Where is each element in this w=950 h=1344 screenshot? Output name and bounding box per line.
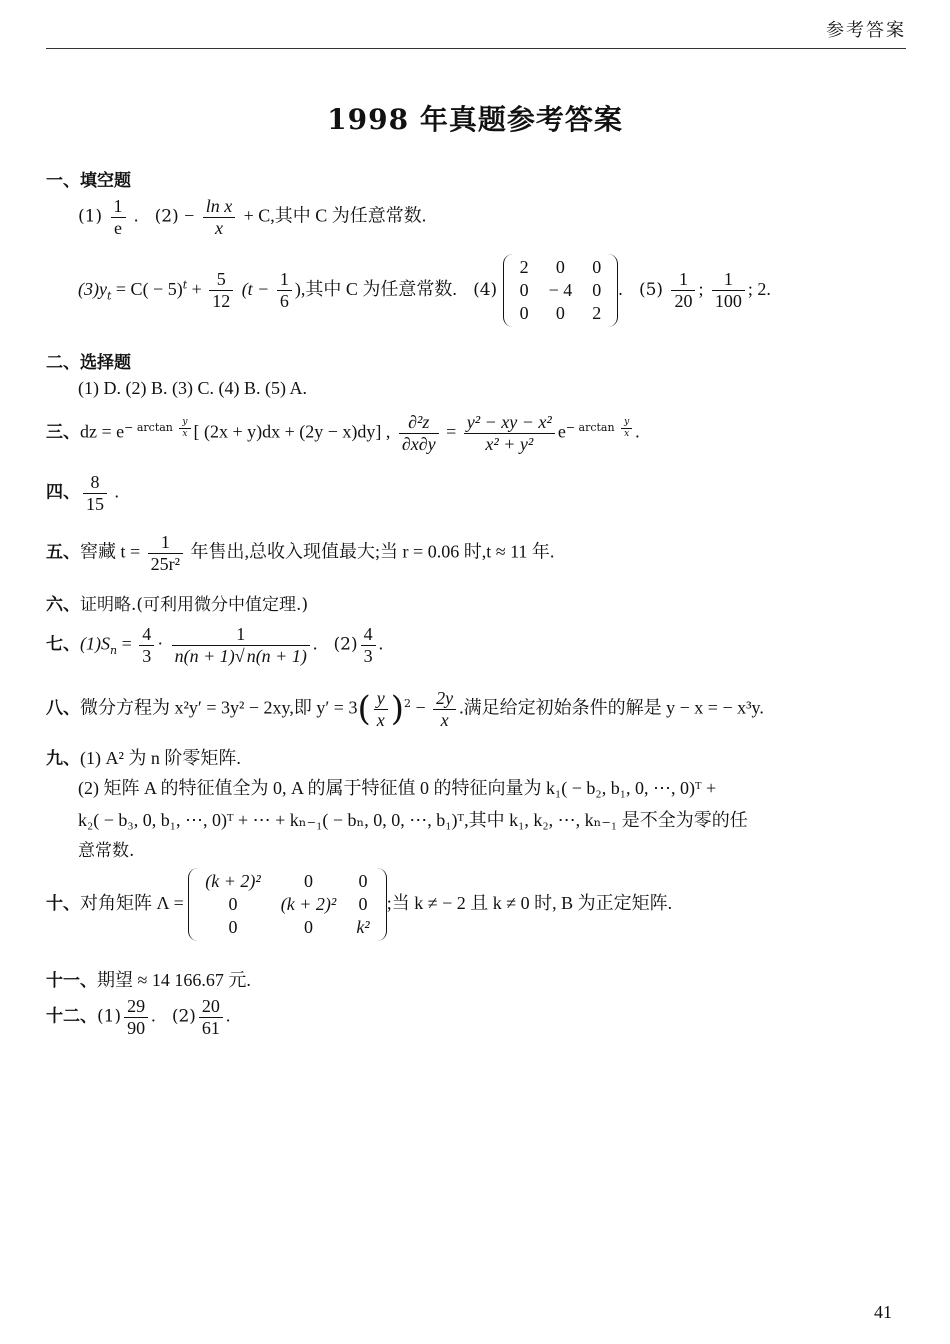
s7-line: 七、$(1)S_n$ = $\frac{4}{3}$ · $\frac{1}{n(n + 1)√ n(n + 1)}$ . (2) $\frac{4}{3}$ . [46, 624, 384, 666]
fraction-lnx-x: $\frac{\text{ln x}}{x}$ [203, 196, 236, 238]
s2-answers: (1) D. (2) B. (3) C. (4) B. (5) A. [78, 378, 307, 398]
fraction-1-100: $\frac{1}{100}$ [712, 269, 745, 311]
s4-line: 四、 $\frac{8}{15}$ . [46, 472, 119, 514]
s11-line: 十一、期望 ≈ 14 166.67 元. [46, 970, 251, 991]
s8-line: 八、微分方程为 x²y′ = 3y² − 2xy,即 y′ = 3( $\frac{y}{x}$ )$^2$ − $\frac{2y}{x}$ .满足给定初始条件的解是 y − x = − x³y. [46, 688, 764, 730]
matrix-diag-2-neg4-2: 2 0 0 0 − 4 0 0 0 2 [503, 254, 619, 327]
s1-line1: (1) $\frac{1}{e}$ . (2) − $\frac{\text{ln x}}{x}$ + C,其中 C 为任意常数. [78, 196, 427, 238]
header-rule [46, 48, 906, 49]
page-number: 41 [874, 1302, 892, 1322]
s12-line: 十二、(1) $\frac{29}{90}$ . (2) $\frac{20}{61}$ . [46, 996, 231, 1038]
s9-line1: 九、(1) A² 为 n 阶零矩阵. [46, 748, 241, 769]
s6-line: 六、证明略.(可利用微分中值定理.) [46, 595, 309, 615]
partial-fraction: $\frac{\text{∂²z}}{\partial x\partial y}$ [399, 412, 439, 454]
fraction-1-e: $\frac{1}{e}$ [111, 196, 126, 238]
fraction-1-20: $\frac{1}{20}$ [671, 269, 695, 311]
fraction-1-6: $\frac{1}{6}$ [277, 269, 292, 311]
section-2-heading: 二、选择题 [46, 353, 131, 373]
matrix-lambda: (k + 2)² 0 0 0 (k + 2)² 0 0 0 k² [188, 868, 386, 941]
fraction-1-25r2: $\frac{1}{\text{25r²}}$ [148, 532, 183, 574]
page-title: 1998 年真题参考答案 [327, 103, 623, 136]
s9-line4: 意常数. [78, 841, 135, 861]
s5-line: 五、窖藏 t = $\frac{1}{\text{25r²}}$ 年售出,总收入现值最大;当 r = 0.06 时,t ≈ 11 年. [46, 532, 555, 574]
section-1-heading: 一、填空题 [46, 171, 131, 191]
fraction-8-15: $\frac{8}{15}$ [83, 472, 107, 514]
s7-fraction: $\frac{1}{n(n + 1)√ n(n + 1)}$ [172, 624, 310, 666]
s1-line2: $(3)y_t = C( - 5)^t$ + $\frac{5}{12}$ (t − $\frac{1}{6}$ ),其中 C 为任意常数. (4) 2 0 0 0 − 4 0 0 0 2 . (5) $\frac{1}{20}$ ; $\frac{1}{100}$ ; 2. [78, 254, 771, 327]
s10-line: 十、对角矩阵 Λ = (k + 2)² 0 0 0 (k + 2)² 0 0 0 k² ;当 k ≠ − 2 且 k ≠ 0 时, B 为正定矩阵. [46, 868, 672, 941]
fraction-5-12: $\frac{5}{12}$ [209, 269, 233, 311]
s3-line: 三、dz = $e^{- arctan \frac{y}{x}}$ [ (2x + y)dx + (2y − x)dy] , $\frac{\text{∂²z}}{\partial x\partial y}$ = $\frac{\text{y² − xy − x²}}{\text{x² + y²}}$ $e^{- arctan \frac{y}{x}}$ . [46, 412, 640, 454]
s1-item2-label: (2) [154, 206, 179, 227]
s9-line2: (2) 矩阵 A 的特征值全为 0, A 的属于特征值 0 的特征向量为 k₁( − b₂, b₁, 0, ⋯, 0)ᵀ + [78, 778, 717, 798]
s9-line3: k₂( − b₃, 0, b₁, ⋯, 0)ᵀ + ⋯ + kₙ₋₁( − bₙ, 0, 0, ⋯, b₁)ᵀ,其中 k₁, k₂, ⋯, kₙ₋₁ 是不全为零的任 [78, 810, 748, 830]
s1-item1-label: (1) [78, 206, 103, 227]
header-label: 参考答案 [826, 20, 906, 41]
s3-ratio-fraction: $\frac{\text{y² − xy − x²}}{\text{x² + y²}}$ [464, 412, 555, 454]
